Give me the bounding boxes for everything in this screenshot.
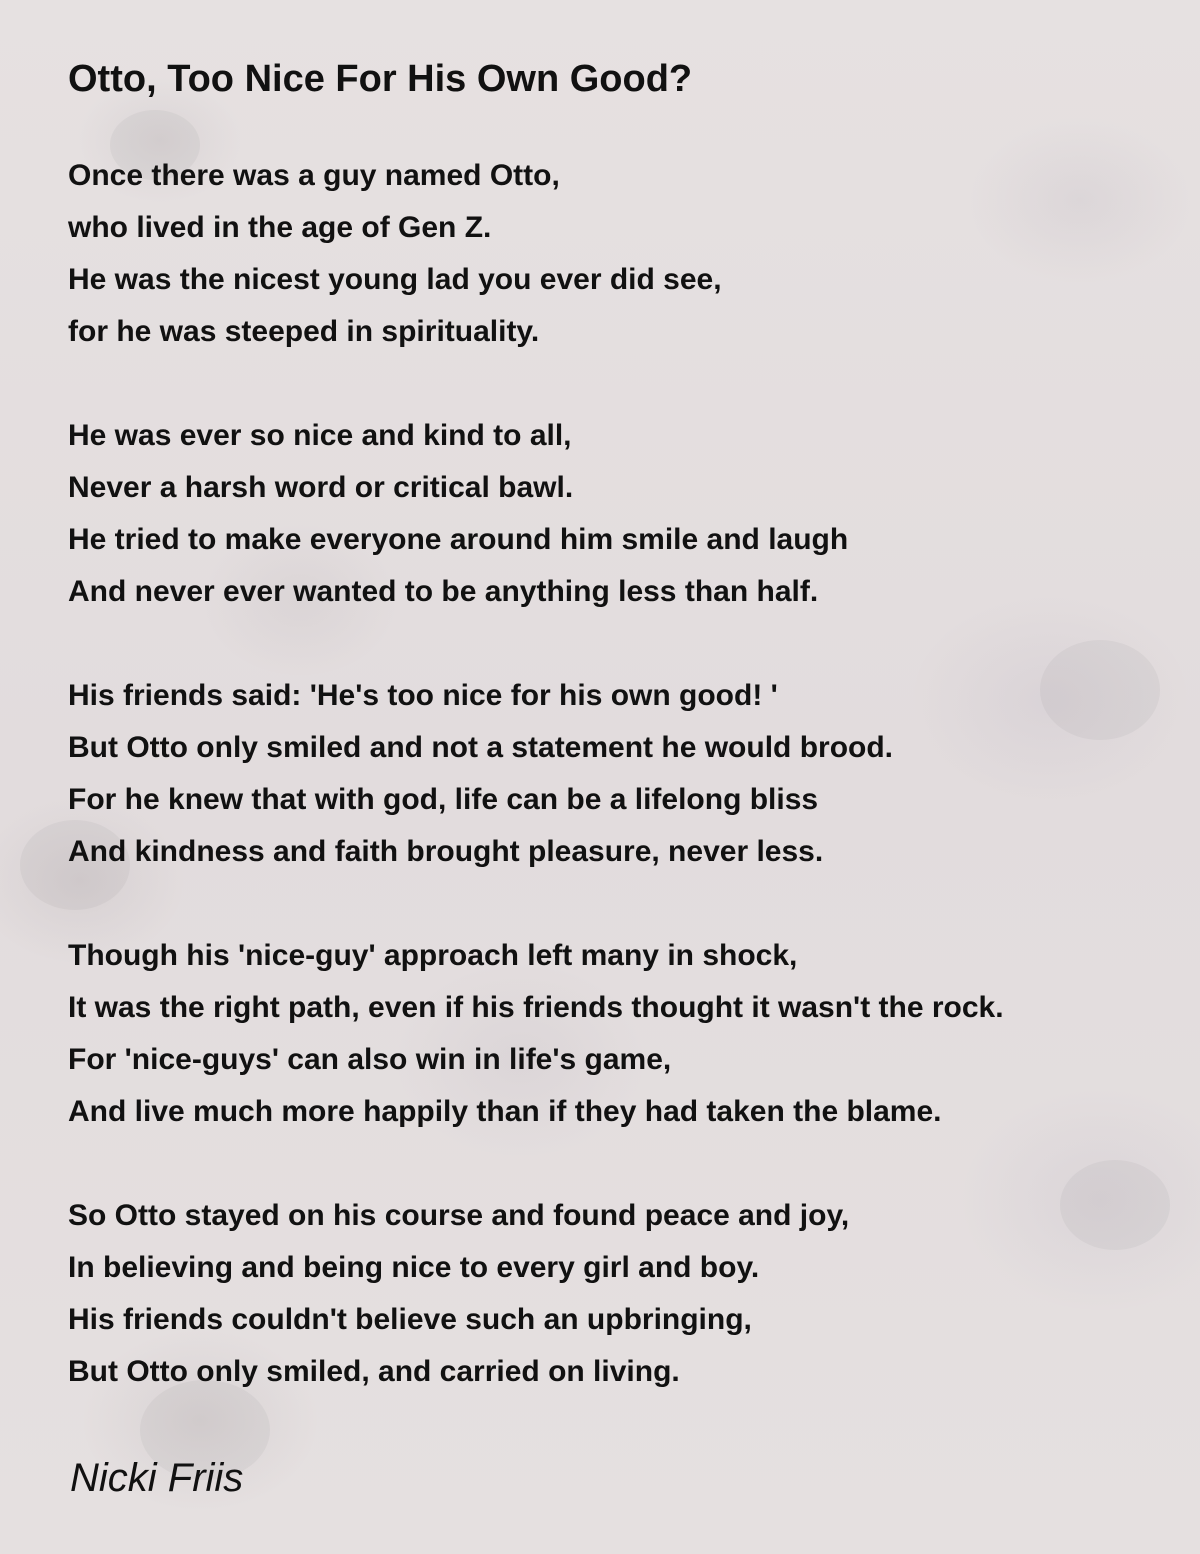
stanza-1 [68, 150, 1004, 358]
poem-line: And never ever wanted to be anything less than half. [68, 575, 819, 608]
poem-line: In believing and being nice to every girl and boy. [68, 1251, 760, 1284]
poem-line: But Otto only smiled, and carried on living. [68, 1355, 680, 1388]
poem-line: But Otto only smiled and not a statement he would brood. [68, 731, 894, 764]
poem-line: for he was steeped in spirituality. [68, 315, 540, 348]
poem-line: And live much more happily than if they had taken the blame. [68, 1095, 942, 1128]
poem-title: Otto, Too Nice For His Own Good? [68, 58, 693, 100]
poem-line: For 'nice-guys' can also win in life's game, [68, 1043, 672, 1076]
stanza-4 [68, 930, 1004, 1138]
poem-line: who lived in the age of Gen Z. [68, 211, 492, 244]
stanza-3 [68, 670, 1004, 878]
poem-line: Though his 'nice-guy' approach left many in shock, [68, 939, 798, 972]
paper-stain [1060, 1160, 1170, 1250]
poem-line: His friends said: 'He's too nice for his own good! ' [68, 679, 778, 712]
poem-line: Once there was a guy named Otto, [68, 159, 560, 192]
poem-line: So Otto stayed on his course and found peace and joy, [68, 1199, 850, 1232]
poem-line: It was the right path, even if his friends thought it wasn't the rock. [68, 991, 1004, 1024]
paper-stain [1040, 640, 1160, 740]
stanza-2 [68, 410, 1004, 618]
stanza-5 [68, 1190, 1004, 1398]
poem-line: For he knew that with god, life can be a lifelong bliss [68, 783, 819, 816]
poem-line: He was the nicest young lad you ever did see, [68, 263, 722, 296]
poem-line: And kindness and faith brought pleasure, never less. [68, 835, 824, 868]
poem-body [68, 150, 1004, 1450]
poem-line: Never a harsh word or critical bawl. [68, 471, 574, 504]
poem-author: Nicki Friis [70, 1456, 244, 1500]
poem-line: He was ever so nice and kind to all, [68, 419, 572, 452]
poem-line: He tried to make everyone around him smile and laugh [68, 523, 849, 556]
poem-line: His friends couldn't believe such an upbringing, [68, 1303, 752, 1336]
